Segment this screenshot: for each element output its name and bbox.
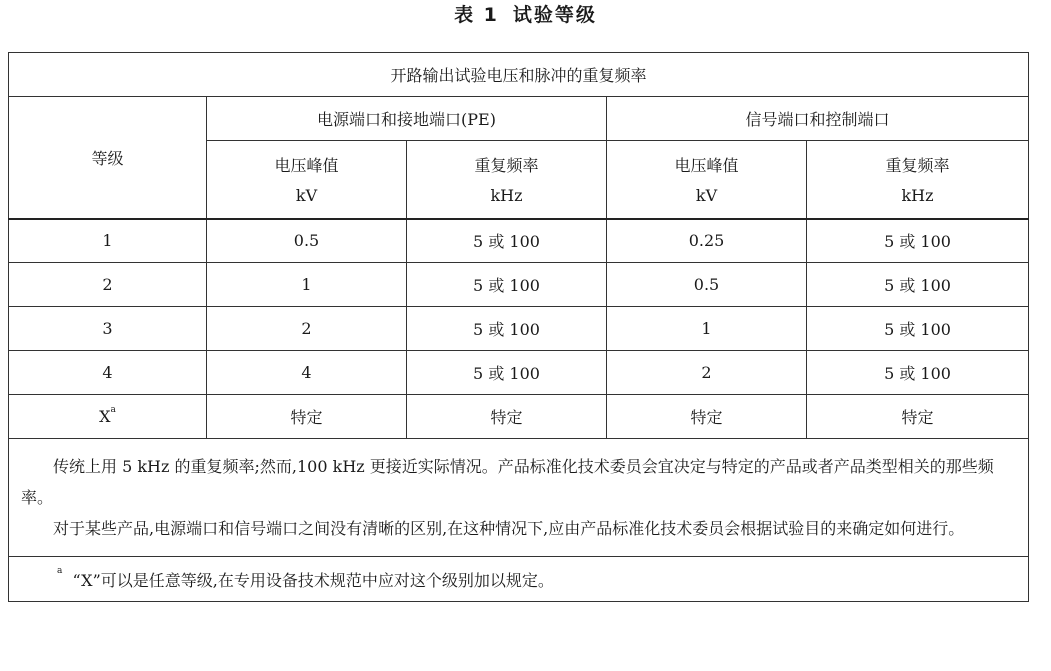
power-voltage-cell: 1 [207,263,407,307]
level-cell: 3 [9,307,207,351]
level-cell [9,395,207,439]
table-row [9,219,1029,263]
power-voltage-header [207,141,407,219]
signal-voltage-cell: 1 [607,307,807,351]
level-cell: 2 [9,263,207,307]
signal-rate-cell: 特定 [807,395,1029,439]
signal-rate-cell: 5 或 100 [807,307,1029,351]
power-rate-cell: 5 或 100 [407,307,607,351]
column-label: 重复频率 [474,156,539,176]
column-label: 电压峰值 [274,156,339,176]
column-unit: kHz [490,186,523,206]
level-cell: 1 [9,219,207,263]
table-row [9,307,1029,351]
power-rate-cell: 5 或 100 [407,219,607,263]
column-label: 重复频率 [885,156,950,176]
power-voltage-cell: 0.5 [207,219,407,263]
signal-rate-cell: 5 或 100 [807,351,1029,395]
power-port-group-header: 电源端口和接地端口(PE) [207,97,607,141]
table-number: 表 1 [454,4,499,26]
footnote-cell [9,557,1029,602]
signal-voltage-cell: 0.5 [607,263,807,307]
power-voltage-cell: 2 [207,307,407,351]
column-label: 电压峰值 [674,156,739,176]
note-paragraph: 对于某些产品,电源端口和信号端口之间没有清晰的区别,在这种情况下,应由产品标准化技术委员会根据试验目的来确定如何进行。 [53,519,965,538]
level-header: 等级 [9,97,207,219]
power-rate-cell: 5 或 100 [407,263,607,307]
signal-voltage-cell: 特定 [607,395,807,439]
power-rate-cell: 5 或 100 [407,351,607,395]
footnote-mark: a [57,565,63,576]
footnote-marker: a [110,405,116,415]
column-unit: kHz [901,186,934,206]
table-title [0,2,1051,28]
signal-rate-cell: 5 或 100 [807,263,1029,307]
power-voltage-cell: 特定 [207,395,407,439]
signal-rate-header [807,141,1029,219]
power-rate-cell: 特定 [407,395,607,439]
test-levels-table [8,52,1029,602]
column-unit: kV [295,186,318,206]
level-x-label: X [99,407,111,426]
footnote-text: “X”可以是任意等级,在专用设备技术规范中应对这个级别加以规定。 [72,570,554,590]
table-caption: 开路输出试验电压和脉冲的重复频率 [9,53,1029,97]
table-row [9,263,1029,307]
signal-port-group-header: 信号端口和控制端口 [607,97,1029,141]
signal-voltage-cell: 0.25 [607,219,807,263]
signal-rate-cell: 5 或 100 [807,219,1029,263]
signal-voltage-cell: 2 [607,351,807,395]
table-title-text: 试验等级 [512,4,597,26]
signal-voltage-header [607,141,807,219]
power-rate-header [407,141,607,219]
table-row [9,351,1029,395]
notes-cell [9,439,1029,557]
level-cell: 4 [9,351,207,395]
power-voltage-cell: 4 [207,351,407,395]
table-row [9,395,1029,439]
column-unit: kV [695,186,718,206]
note-paragraph: 传统上用 5 kHz 的重复频率;然而,100 kHz 更接近实际情况。产品标准化技术委员会宜决定与特定的产品或者产品类型相关的那些频率。 [21,457,994,507]
